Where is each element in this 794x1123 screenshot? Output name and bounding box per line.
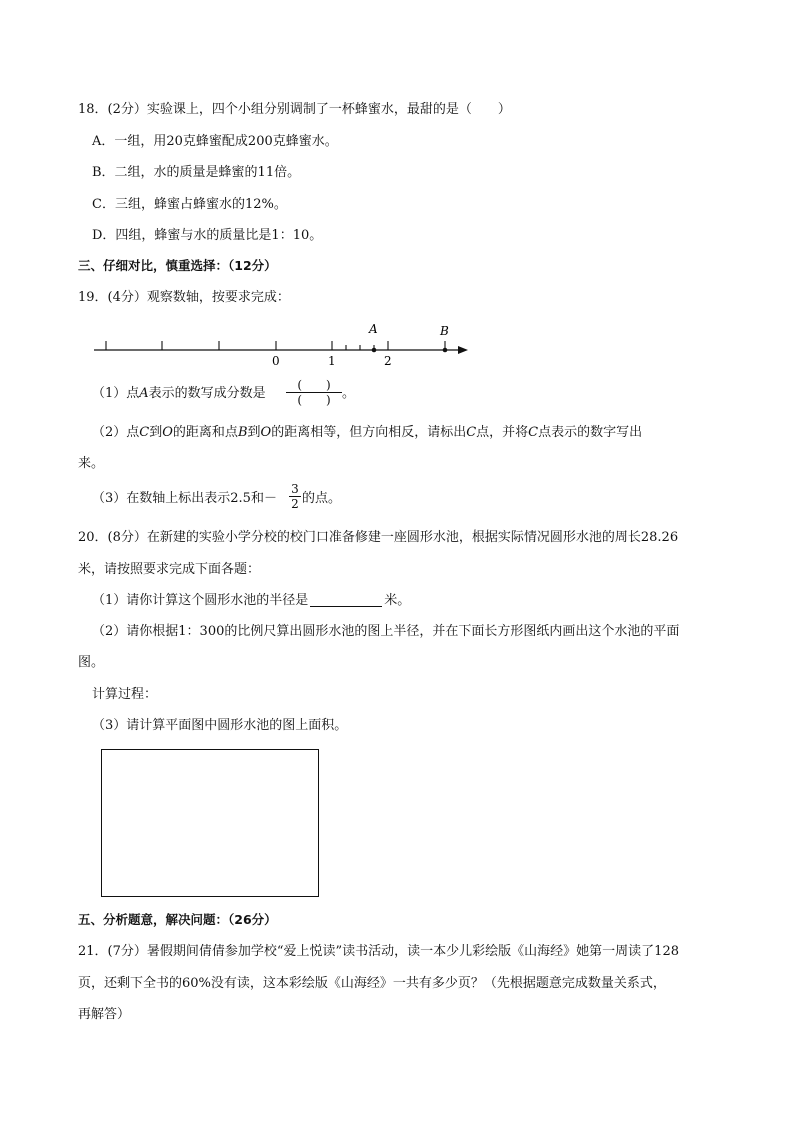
q21-line3: 再解答） bbox=[78, 1007, 131, 1022]
label-b: B bbox=[440, 324, 449, 338]
drawing-rectangle bbox=[101, 749, 319, 897]
q19-part2-line2: 来。 bbox=[78, 456, 105, 471]
q19-stem: 19．(4分）观察数轴，按要求完成： bbox=[78, 290, 290, 305]
q19-part3-fraction bbox=[289, 482, 301, 511]
q21-line1: 21．(7分）暑假期间倩倩参加学校“爱上悦读”读书活动，读一本少儿彩绘版《山海经》她第一周读了128 bbox=[78, 944, 679, 959]
q19-part3-end: 的点。 bbox=[302, 491, 342, 506]
q18-option-c: C．三组，蜂蜜占蜂蜜水的12%。 bbox=[92, 197, 287, 212]
fraction-denominator: ( ) bbox=[286, 392, 342, 407]
number-line bbox=[90, 318, 480, 370]
q20-stem-line1: 20．(8分）在新建的实验小学分校的校门口准备修建一座圆形水池，根据实际情况圆形水池的周长28.26 bbox=[78, 530, 679, 545]
number-line-ticks bbox=[106, 341, 445, 350]
point-b-dot bbox=[443, 348, 448, 353]
q19-part3: （3）在数轴上标出表示2.5和－ bbox=[92, 491, 277, 506]
fraction-numerator: ( ) bbox=[297, 378, 331, 392]
q20-part1: （1）请你计算这个圆形水池的半径是 米。 bbox=[92, 593, 411, 608]
q19-part2: （2）点C到O的距离和点B到O的距离相等，但方向相反，请标出C点，并将C点表示的数字写出 bbox=[92, 425, 643, 440]
q18-stem: 18．(2分）实验课上，四个小组分别调制了一杯蜂蜜水，最甜的是（ ） bbox=[78, 102, 511, 117]
q20-part2-line1: （2）请你根据1：300的比例尺算出圆形水池的图上半径，并在下面长方形图纸内画出这个水池的平面 bbox=[92, 624, 680, 639]
q20-part3: （3）请计算平面图中圆形水池的图上面积。 bbox=[92, 718, 348, 733]
section-3-heading: 三、仔细对比，慎重选择：（12分） bbox=[78, 258, 277, 273]
point-a-dot bbox=[372, 348, 377, 353]
fraction-denominator: 2 bbox=[289, 496, 301, 511]
q18-option-a: A．一组，用20克蜂蜜配成200克蜂蜜水。 bbox=[92, 134, 338, 149]
label-0: 0 bbox=[272, 354, 280, 368]
q20-calc-label: 计算过程： bbox=[92, 687, 158, 702]
q18-option-b: B．二组，水的质量是蜂蜜的11倍。 bbox=[92, 165, 301, 180]
fraction-numerator: 3 bbox=[291, 482, 299, 496]
q19-part1: （1）点A表示的数写成分数是 bbox=[92, 386, 266, 401]
q20-stem-line2: 米，请按照要求完成下面各题： bbox=[78, 562, 261, 577]
label-2: 2 bbox=[384, 354, 392, 368]
label-1: 1 bbox=[328, 354, 336, 368]
number-line-arrow-icon bbox=[458, 346, 468, 354]
q19-part1-fraction bbox=[286, 378, 342, 407]
section-5-heading: 五、分析题意，解决问题：（26分） bbox=[78, 912, 277, 927]
q20-part2-line2: 图。 bbox=[78, 655, 105, 670]
q21-line2: 页，还剩下全书的60%没有读，这本彩绘版《山海经》一共有多少页？（先根据题意完成数量关系式， bbox=[78, 976, 666, 991]
q19-part1-end: 。 bbox=[342, 386, 356, 401]
q18-option-d: D．四组，蜂蜜与水的质量比是1：10。 bbox=[92, 228, 323, 243]
label-a: A bbox=[369, 322, 378, 336]
answer-blank bbox=[310, 592, 382, 607]
